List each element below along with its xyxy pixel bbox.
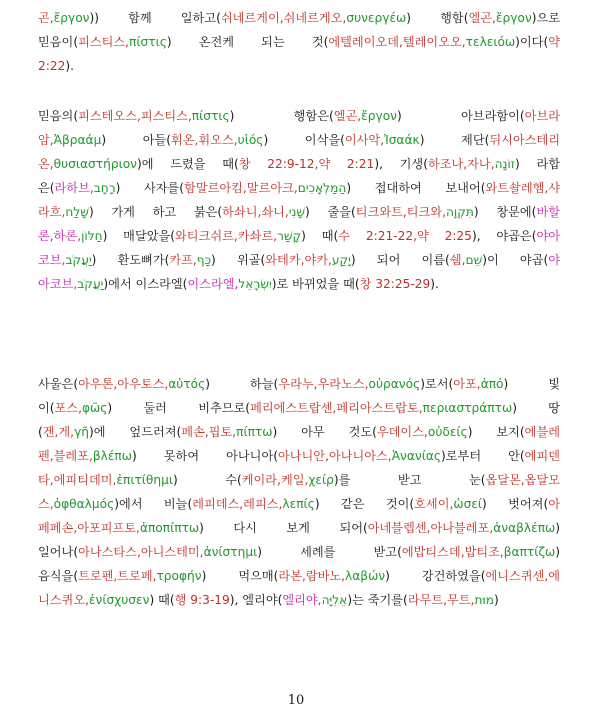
text-segment: ). <box>430 277 439 291</box>
text-segment: συνεργέω <box>346 11 407 25</box>
text-segment: ἔργον <box>495 11 532 25</box>
text-line <box>38 588 560 612</box>
text-segment: ) 벗어져( <box>482 497 549 511</box>
text-segment: ἐπιτίθημι <box>116 473 173 487</box>
text-segment: 뒤시아스테리 <box>489 133 560 147</box>
text-segment: 수 2:21-22,약 2:25 <box>338 229 472 243</box>
text-segment: ( <box>38 425 43 439</box>
text-segment: πίπτω <box>236 425 273 439</box>
text-segment: 음식을( <box>38 569 79 583</box>
text-segment: πίστις <box>191 109 230 123</box>
text-segment: 티크와트,티크와, <box>355 205 446 219</box>
text-line <box>38 396 560 420</box>
text-segment: 암, <box>38 133 54 147</box>
text-segment: βλέπω <box>92 449 132 463</box>
text-segment: 페페손,아포피프토, <box>38 521 140 535</box>
text-segment: ) 창문에( <box>473 205 537 219</box>
text-segment: קָשַׁר <box>276 229 302 243</box>
text-segment: 코브, <box>38 253 66 267</box>
text-segment: 사울은( <box>38 377 79 391</box>
text-segment: λαβών <box>345 569 386 583</box>
text-segment: )에 엎드러져( <box>89 425 182 439</box>
text-segment: ἀναβλέπω <box>493 521 556 535</box>
text-segment: ἀπό <box>480 377 504 391</box>
text-line <box>38 516 560 540</box>
text-segment: 이스라엘, <box>187 277 239 291</box>
text-segment: 에블레 <box>524 425 560 439</box>
text-segment: ) <box>555 521 560 535</box>
text-segment: 은( <box>38 181 55 195</box>
text-segment: הַמַּלְאָכִים <box>297 181 347 195</box>
text-line <box>38 444 560 468</box>
text-segment: 믿음의( <box>38 109 79 123</box>
text-segment: ) 접대하여 보내어( <box>346 181 486 195</box>
text-segment: זוֹנָה <box>494 157 515 171</box>
text-segment: ὡσεί <box>453 497 483 511</box>
text-segment: ) 땅 <box>512 401 560 415</box>
text-segment: 아네블렙센,아나블레포, <box>367 521 494 535</box>
text-line <box>38 564 560 588</box>
paragraph-1 <box>38 6 560 78</box>
text-segment: περιαστράπτω <box>422 401 513 415</box>
text-line <box>38 54 560 78</box>
text-segment: ) 아들( <box>101 133 172 147</box>
text-segment: 겐,게, <box>42 425 75 439</box>
text-segment: 하솨니,솨니, <box>222 205 289 219</box>
text-segment: 호세이, <box>414 497 454 511</box>
text-segment: )에서 이스라엘( <box>103 277 188 291</box>
text-segment: ἐνίσχυσεν <box>88 593 150 607</box>
text-segment: 페손,핍토, <box>181 425 237 439</box>
page-number: 10 <box>287 693 305 708</box>
text-segment: ), 엘리야( <box>229 593 283 607</box>
text-line <box>38 540 560 564</box>
text-segment: 창 32:25-29 <box>359 277 431 291</box>
text-segment: 와티크쉬르,카솨르, <box>175 229 277 243</box>
text-segment: )로 바뀌었을 때( <box>271 277 360 291</box>
text-segment: ) 때( <box>149 593 175 607</box>
text-line <box>38 248 560 272</box>
text-segment: 포스, <box>54 401 82 415</box>
text-line <box>38 420 560 444</box>
text-segment: 야 <box>548 253 560 267</box>
text-segment: ) 수( <box>172 473 242 487</box>
text-line <box>38 30 560 54</box>
text-segment: 피스테오스,피스티스, <box>78 109 192 123</box>
text-segment: 레피데스,레피스, <box>192 497 283 511</box>
text-segment: 에밥티스데,밥티조, <box>401 545 504 559</box>
text-segment: 아우톤,아우토스, <box>78 377 169 391</box>
text-segment: 엘곤, <box>333 109 362 123</box>
text-segment: φῶς <box>81 401 108 415</box>
text-segment: αὐτός <box>168 377 206 391</box>
text-segment: ) 둘러 비추므로( <box>107 401 251 415</box>
text-line <box>38 128 560 152</box>
text-segment: 케이라,케일, <box>241 473 309 487</box>
text-segment: 스, <box>38 497 54 511</box>
text-segment: שֵׁם <box>465 253 483 267</box>
text-segment: 와트솰레헴,샤 <box>485 181 560 195</box>
text-segment: υἱός <box>237 133 264 147</box>
text-segment: 이사악, <box>344 133 385 147</box>
text-segment: 에피덴 <box>524 449 560 463</box>
text-segment: ) 하늘( <box>205 377 279 391</box>
text-segment: ) <box>555 545 560 559</box>
text-segment: 약 <box>548 35 560 49</box>
text-segment: 믿음이( <box>38 35 79 49</box>
text-line <box>38 372 560 396</box>
text-segment: )로부터 안( <box>441 449 525 463</box>
text-segment: 엘곤, <box>468 11 496 25</box>
text-line <box>38 492 560 516</box>
text-segment: τελειόω <box>465 35 516 49</box>
text-line <box>38 468 560 492</box>
text-segment: 온, <box>38 157 54 171</box>
text-segment: )) 함께 일하고( <box>89 11 221 25</box>
text-segment: ) 행함은( <box>229 109 334 123</box>
text-segment: חַלּוֹן <box>81 229 103 243</box>
text-segment: 우데이스, <box>376 425 428 439</box>
text-segment: ) 위골( <box>211 253 266 267</box>
text-segment: ) 이삭을( <box>263 133 345 147</box>
text-segment: )는 죽기를( <box>347 593 408 607</box>
text-segment: ἔργον <box>53 11 90 25</box>
text-segment: יִשְׂרָאֵל <box>238 277 272 291</box>
text-segment: ), 기생( <box>374 157 428 171</box>
text-segment: )이 야곱( <box>482 253 549 267</box>
text-segment: ) 가게 하고 붉은( <box>88 205 223 219</box>
text-segment: πίστις <box>129 35 167 49</box>
text-segment: 일어나( <box>38 545 79 559</box>
text-segment: 옵달몬,옵달모 <box>485 473 560 487</box>
text-segment: ) 못하여 아나니아( <box>131 449 278 463</box>
text-segment: 라하브, <box>54 181 94 195</box>
text-segment: ) 라합 <box>514 157 560 171</box>
text-line <box>38 6 560 30</box>
text-segment: 행 9:3-19 <box>174 593 230 607</box>
text-segment: 아포, <box>453 377 481 391</box>
text-segment: 하조나,자나, <box>427 157 495 171</box>
text-segment: ) <box>494 593 499 607</box>
text-segment: ), 야곱은( <box>471 229 537 243</box>
text-segment: 펜,블레포, <box>38 449 93 463</box>
text-segment: θυσιαστήριον <box>53 157 137 171</box>
paragraph-3 <box>38 372 560 612</box>
text-segment: λεπίς <box>282 497 315 511</box>
text-segment: 창 22:9-12,약 2:21 <box>238 157 375 171</box>
text-segment: οὐδείς <box>427 425 468 439</box>
text-segment: 곤, <box>38 11 54 25</box>
text-line <box>38 104 560 128</box>
text-segment: ἀνίστημι <box>203 545 258 559</box>
text-segment: )에 드렸을 때( <box>136 157 239 171</box>
text-segment: 아브라 <box>524 109 560 123</box>
text-segment: χείρ <box>308 473 334 487</box>
text-segment: 페리에스트랍센,페리아스트랍토, <box>250 401 423 415</box>
text-segment: 2:22 <box>38 59 66 73</box>
text-segment: ὀφθαλμός <box>53 497 115 511</box>
text-segment: ) 제단( <box>419 133 490 147</box>
text-segment: רָחָב <box>93 181 116 195</box>
text-segment: 아코브, <box>38 277 78 291</box>
text-line <box>38 224 560 248</box>
text-segment: שָׁנִי <box>288 205 306 219</box>
text-segment: 니스퀴오, <box>38 593 89 607</box>
text-segment: 피스티스, <box>78 35 130 49</box>
text-segment: כַּף <box>196 253 212 267</box>
text-segment: οὐρανός <box>368 377 421 391</box>
text-segment: Ἰσαάκ <box>384 133 420 147</box>
paragraph-2 <box>38 104 560 296</box>
text-segment: 아나스타스,아니스테미, <box>78 545 204 559</box>
text-segment: )를 받고 눈( <box>333 473 486 487</box>
text-segment: )이다( <box>515 35 549 49</box>
text-line <box>38 200 560 224</box>
text-segment: τροφήν <box>156 569 202 583</box>
text-segment: ) 되어 이름( <box>350 253 450 267</box>
text-segment: ) 행함( <box>406 11 469 25</box>
text-segment: 에텔레이오데,텔레이오오, <box>328 35 466 49</box>
text-segment: γῆ <box>74 425 89 439</box>
text-segment: שָׁלַח <box>65 205 89 219</box>
text-segment: ) 빛 <box>503 377 560 391</box>
text-segment: 쉠, <box>449 253 466 267</box>
text-segment: ) 먹으매( <box>201 569 279 583</box>
text-segment: 타,에피티데미, <box>38 473 117 487</box>
text-line <box>38 272 560 296</box>
text-segment: 론,하론, <box>38 229 82 243</box>
text-segment: אֵלִיָּה <box>321 593 348 607</box>
text-segment: יָקַע <box>331 253 351 267</box>
text-segment: 우라누,우라노스, <box>278 377 369 391</box>
text-segment: 에니스퀴센,에 <box>485 569 560 583</box>
text-segment: 야아 <box>536 229 560 243</box>
text-segment: 라흐, <box>38 205 66 219</box>
text-segment: βαπτίζω <box>503 545 556 559</box>
text-segment: ) 다시 보게 되어( <box>199 521 368 535</box>
text-segment: 바할 <box>536 205 560 219</box>
text-segment: ἔργον <box>361 109 397 123</box>
text-segment: יַעֲקֹב <box>65 253 92 267</box>
text-segment: יַעֲקֹב <box>77 277 104 291</box>
text-segment: ) 강건하였을( <box>385 569 486 583</box>
text-segment: )으로 <box>531 11 560 25</box>
text-segment: Ἀνανίας <box>391 449 442 463</box>
text-segment: 아 <box>548 497 560 511</box>
text-segment: ) 온전케 되는 것( <box>166 35 329 49</box>
text-segment: 라본,람바노, <box>278 569 346 583</box>
text-segment: מוּת <box>474 593 495 607</box>
text-line <box>38 176 560 200</box>
text-segment: 트로펜,트로페, <box>78 569 157 583</box>
text-segment: 휘온,휘오스, <box>171 133 238 147</box>
text-segment: Ἀβραάμ <box>53 133 102 147</box>
text-segment: ) 세례를 받고( <box>257 545 402 559</box>
text-line <box>38 152 560 176</box>
text-segment: ) 환도뼈가( <box>91 253 170 267</box>
text-segment: ) 때( <box>301 229 339 243</box>
text-segment: ) 줄을( <box>305 205 356 219</box>
text-segment: ἀποπίπτω <box>139 521 200 535</box>
text-segment: 아나니안,아나니아스, <box>277 449 392 463</box>
text-segment: ) 같은 것이( <box>314 497 415 511</box>
text-segment: ) 보지( <box>467 425 525 439</box>
text-segment: תִּקְוָה <box>445 205 474 219</box>
text-segment: ) 아브라함이( <box>396 109 525 123</box>
text-segment: 이( <box>38 401 55 415</box>
text-segment: )로서( <box>420 377 454 391</box>
text-segment: )에서 비늘( <box>114 497 193 511</box>
text-segment: 카프, <box>169 253 197 267</box>
text-segment: ) 아무 것도( <box>272 425 377 439</box>
text-segment: 라무트,무트, <box>407 593 475 607</box>
text-segment: 쉬네르게이,쉬네르게오, <box>220 11 347 25</box>
text-segment: 함말르아킴,말르아크, <box>184 181 298 195</box>
text-segment: 엘리야, <box>282 593 322 607</box>
text-segment: ) 매달았을( <box>102 229 176 243</box>
text-segment: 와테카,야카, <box>265 253 332 267</box>
text-segment: ) 사자를( <box>115 181 185 195</box>
text-segment: ). <box>65 59 75 73</box>
